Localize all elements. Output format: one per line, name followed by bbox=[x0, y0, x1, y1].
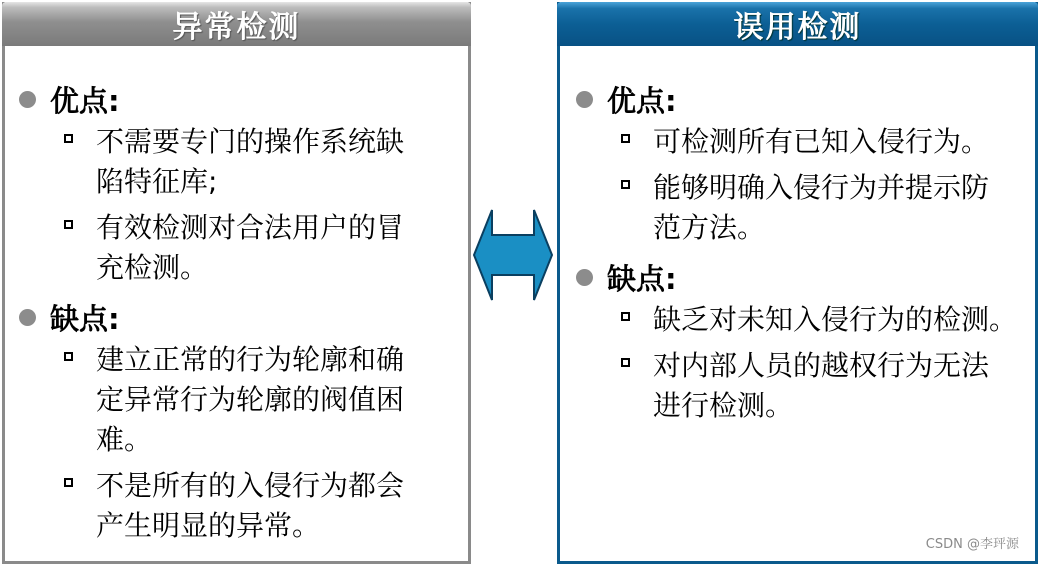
list-item-text: 有效检测对合法用户的冒充检测。 bbox=[96, 211, 405, 284]
list-item bbox=[64, 466, 404, 546]
bidirectional-arrow-icon bbox=[472, 208, 554, 302]
bullet-icon bbox=[19, 91, 36, 108]
square-bullet-icon bbox=[64, 478, 73, 487]
bullet-icon bbox=[19, 309, 36, 326]
square-bullet-icon bbox=[64, 352, 73, 361]
panel-body bbox=[576, 76, 1031, 432]
misuse-detection-panel bbox=[557, 2, 1038, 564]
square-bullet-icon bbox=[621, 180, 630, 189]
section-heading bbox=[576, 76, 1031, 122]
anomaly-detection-panel bbox=[2, 2, 471, 564]
list-item bbox=[621, 300, 1031, 340]
list-item bbox=[64, 208, 404, 288]
list-item-text: 建立正常的行为轮廓和确定异常行为轮廓的阀值困难。 bbox=[96, 343, 405, 456]
panel-body bbox=[19, 76, 458, 552]
square-bullet-icon bbox=[621, 358, 630, 367]
list-item bbox=[621, 168, 991, 248]
list-item bbox=[64, 340, 404, 460]
list-item bbox=[621, 122, 1021, 162]
panel-title: 异常检测 bbox=[2, 2, 471, 46]
square-bullet-icon bbox=[621, 134, 630, 143]
list-item-text: 不需要专门的操作系统缺陷特征库; bbox=[96, 125, 405, 198]
watermark: CSDN @李玶源 bbox=[925, 537, 1019, 552]
list-item bbox=[621, 346, 991, 426]
arrow-shape bbox=[474, 210, 552, 300]
square-bullet-icon bbox=[64, 220, 73, 229]
section-heading-text: 缺点: bbox=[607, 261, 677, 296]
square-bullet-icon bbox=[621, 312, 630, 321]
section-heading bbox=[576, 254, 1031, 300]
list-item-text: 可检测所有已知入侵行为。 bbox=[653, 125, 990, 158]
square-bullet-icon bbox=[64, 134, 73, 143]
panel-title: 误用检测 bbox=[557, 2, 1038, 46]
section-heading-text: 优点: bbox=[50, 83, 120, 118]
bullet-icon bbox=[576, 269, 593, 286]
list-item-text: 能够明确入侵行为并提示防范方法。 bbox=[653, 171, 990, 244]
section-heading-text: 缺点: bbox=[50, 301, 120, 336]
section-heading bbox=[19, 76, 458, 122]
list-item-text: 对内部人员的越权行为无法进行检测。 bbox=[653, 349, 990, 422]
list-item bbox=[64, 122, 404, 202]
list-item-text: 不是所有的入侵行为都会产生明显的异常。 bbox=[96, 469, 405, 542]
list-item-text: 缺乏对未知入侵行为的检测。 bbox=[653, 303, 1018, 336]
section-heading-text: 优点: bbox=[607, 83, 677, 118]
section-heading bbox=[19, 294, 458, 340]
bullet-icon bbox=[576, 91, 593, 108]
